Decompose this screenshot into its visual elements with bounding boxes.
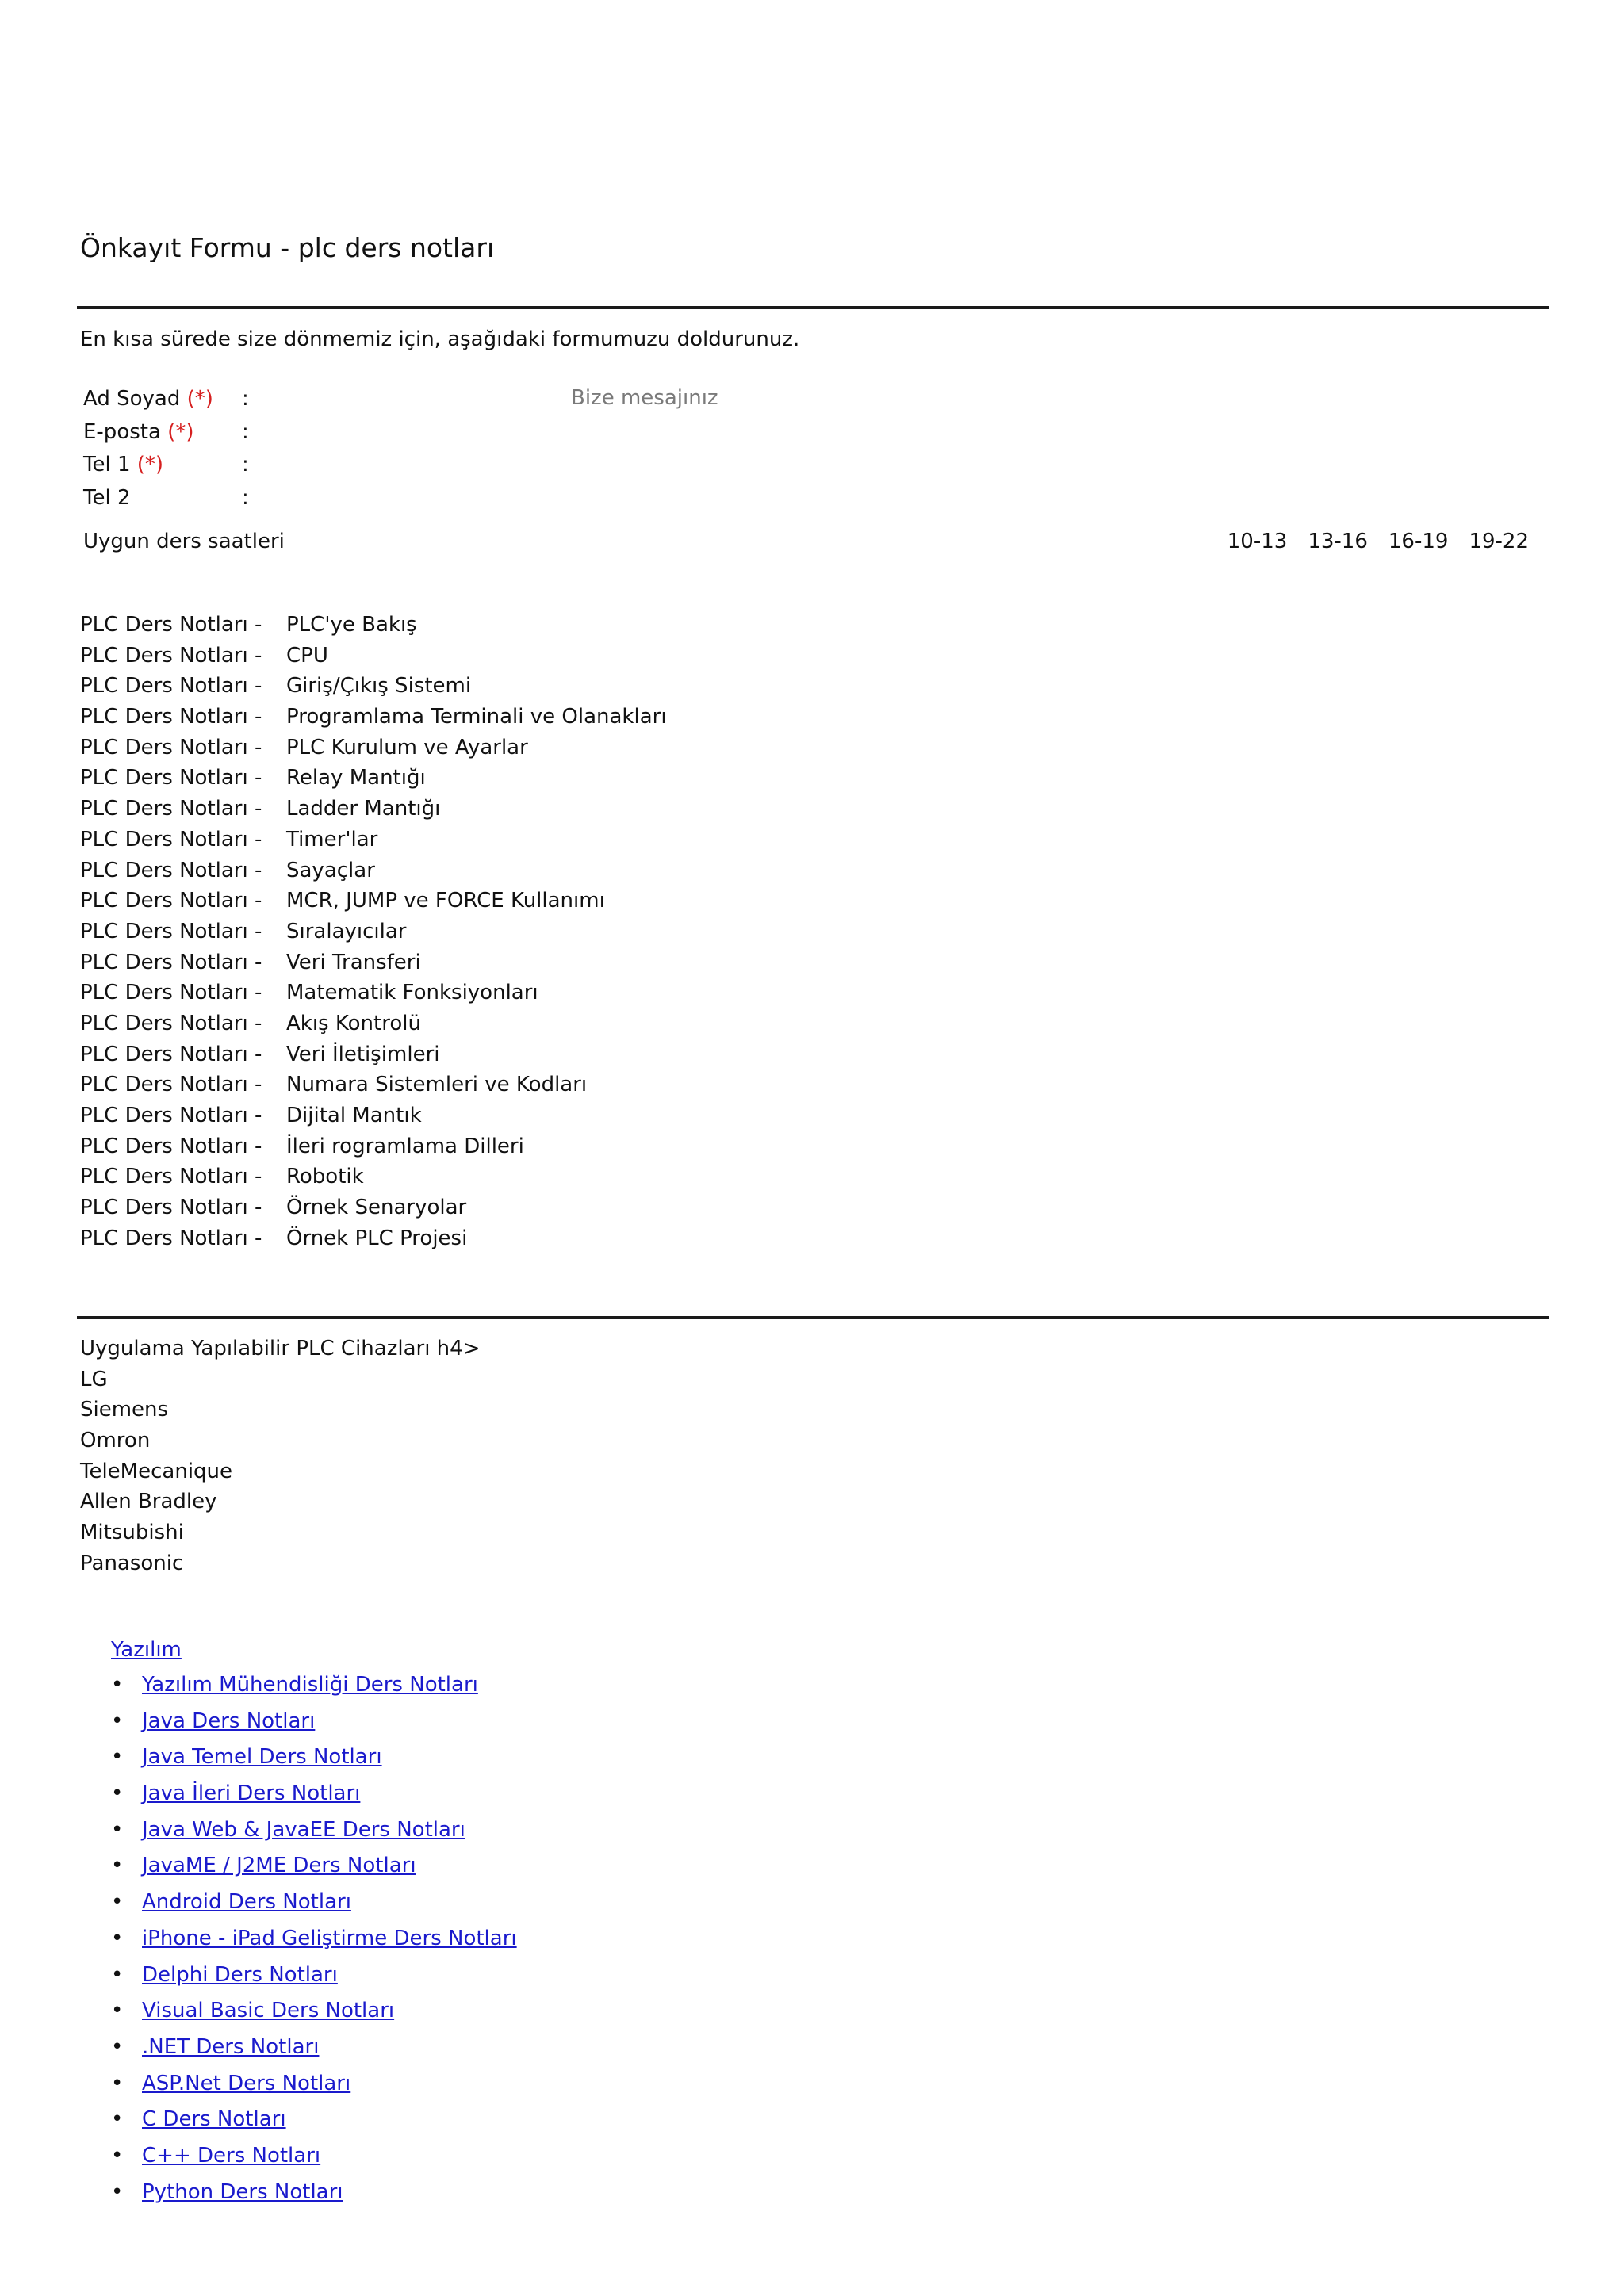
course-link[interactable]: Java İleri Ders Notları: [142, 1781, 361, 1806]
hours-option-19-22[interactable]: 19-22: [1469, 530, 1529, 553]
plc-note-prefix: PLC Ders Notları -: [80, 950, 262, 974]
bullet-icon: •: [111, 1926, 124, 1950]
plc-note-topic: Robotik: [286, 1165, 364, 1189]
bullet-icon: •: [111, 1781, 124, 1806]
plc-note-item: [80, 856, 667, 887]
form-row-tel2: [83, 484, 575, 517]
course-link[interactable]: ASP.Net Ders Notları: [142, 2071, 351, 2095]
course-link-item: [111, 1743, 517, 1779]
plc-note-item: [80, 948, 667, 979]
name-field[interactable]: [258, 386, 562, 413]
bullet-icon: •: [111, 1890, 124, 1915]
course-link-item: [111, 1851, 517, 1888]
plc-notes-list: [80, 610, 667, 1254]
plc-note-topic: Dijital Mantık: [286, 1104, 422, 1127]
plc-note-topic: MCR, JUMP ve FORCE Kullanımı: [286, 889, 605, 913]
course-link[interactable]: Java Ders Notları: [142, 1709, 316, 1733]
plc-note-topic: Veri İletişimleri: [286, 1042, 440, 1066]
plc-note-prefix: PLC Ders Notları -: [80, 858, 262, 882]
label-colon: :: [242, 485, 249, 510]
plc-note-topic: Sıralayıcılar: [286, 919, 407, 943]
form-row-email: [83, 418, 575, 451]
required-marker: (*): [160, 419, 194, 444]
plc-note-item: [80, 794, 667, 825]
plc-note-item: [80, 1224, 667, 1255]
label-colon: :: [242, 387, 249, 411]
top-divider: [77, 306, 1549, 309]
course-link[interactable]: Delphi Ders Notları: [142, 1962, 338, 1987]
course-link-item: [111, 1779, 517, 1816]
course-link-item: [111, 1888, 517, 1924]
plc-note-prefix: PLC Ders Notları -: [80, 1134, 262, 1158]
plc-note-topic: Örnek Senaryolar: [286, 1196, 467, 1220]
course-link-item: [111, 1961, 517, 1997]
plc-note-prefix: PLC Ders Notları -: [80, 889, 262, 913]
software-links-section: [111, 1636, 517, 2214]
category-link-yazilim[interactable]: Yazılım: [111, 1638, 182, 1662]
bullet-icon: •: [111, 1817, 124, 1842]
required-marker: (*): [180, 387, 213, 411]
device-item: Siemens: [80, 1398, 169, 1422]
plc-note-item: [80, 733, 667, 764]
plc-note-item: [80, 672, 667, 702]
label-colon: :: [242, 453, 249, 476]
contact-form: [83, 385, 575, 516]
hours-option-10-13[interactable]: 10-13: [1227, 530, 1288, 553]
bullet-icon: •: [111, 1999, 124, 2023]
device-item: Allen Bradley: [80, 1490, 217, 1514]
plc-note-topic: Programlama Terminali ve Olanakları: [286, 705, 667, 729]
plc-note-topic: Relay Mantığı: [286, 766, 426, 790]
plc-note-topic: Akış Kontrolü: [286, 1011, 421, 1035]
hours-option-13-16[interactable]: 13-16: [1308, 530, 1368, 553]
course-link[interactable]: .NET Ders Notları: [142, 2034, 320, 2059]
bullet-icon: •: [111, 2179, 124, 2204]
plc-note-prefix: PLC Ders Notları -: [80, 1226, 262, 1250]
plc-note-prefix: PLC Ders Notları -: [80, 981, 262, 1005]
plc-note-item: [80, 1132, 667, 1163]
plc-note-topic: PLC'ye Bakış: [286, 613, 417, 637]
email-label: E-posta: [83, 419, 161, 444]
course-link[interactable]: Yazılım Mühendisliği Ders Notları: [142, 1673, 478, 1697]
plc-note-item: [80, 641, 667, 672]
plc-note-topic: PLC Kurulum ve Ayarlar: [286, 735, 528, 760]
devices-list: [80, 1365, 481, 1580]
course-link[interactable]: Python Ders Notları: [142, 2179, 343, 2204]
plc-note-prefix: PLC Ders Notları -: [80, 1073, 262, 1097]
device-item: TeleMecanique: [80, 1459, 233, 1483]
bullet-icon: •: [111, 2071, 124, 2095]
plc-note-prefix: PLC Ders Notları -: [80, 1196, 262, 1220]
plc-note-topic: Matematik Fonksiyonları: [286, 981, 538, 1005]
plc-note-item: [80, 1040, 667, 1071]
device-item: LG: [80, 1367, 108, 1391]
tel1-label: Tel 1: [83, 453, 131, 476]
plc-devices-section: [80, 1334, 481, 1580]
label-colon: :: [242, 419, 249, 444]
required-marker: (*): [130, 453, 164, 476]
intro-text: En kısa sürede size dönmemiz için, aşağıdaki formumuzu doldurunuz.: [80, 327, 800, 351]
plc-note-topic: Timer'lar: [286, 827, 378, 851]
course-link-item: [111, 1996, 517, 2033]
plc-note-prefix: PLC Ders Notları -: [80, 1011, 262, 1035]
course-links-list: [111, 1670, 517, 2214]
course-link[interactable]: C++ Ders Notları: [142, 2143, 321, 2168]
plc-note-item: [80, 825, 667, 856]
bullet-icon: •: [111, 1854, 124, 1878]
plc-note-topic: Numara Sistemleri ve Kodları: [286, 1073, 588, 1097]
plc-note-item: [80, 1009, 667, 1040]
device-item: Panasonic: [80, 1551, 184, 1575]
tel2-field[interactable]: [258, 485, 562, 512]
course-link[interactable]: Java Web & JavaEE Ders Notları: [142, 1817, 465, 1842]
plc-note-prefix: PLC Ders Notları -: [80, 643, 262, 668]
plc-note-item: [80, 702, 667, 733]
device-item: Mitsubishi: [80, 1521, 184, 1545]
course-link-item: [111, 2105, 517, 2141]
plc-note-topic: Veri Transferi: [286, 950, 421, 974]
device-item: Omron: [80, 1429, 151, 1453]
message-textarea[interactable]: [571, 384, 1126, 503]
plc-note-prefix: PLC Ders Notları -: [80, 674, 262, 698]
plc-note-item: [80, 917, 667, 948]
plc-note-prefix: PLC Ders Notları -: [80, 613, 262, 637]
bullet-icon: •: [111, 2143, 124, 2168]
bullet-icon: •: [111, 1709, 124, 1733]
plc-note-item: [80, 978, 667, 1009]
tel1-field[interactable]: [258, 452, 562, 479]
course-link[interactable]: JavaME / J2ME Ders Notları: [142, 1854, 416, 1878]
course-link[interactable]: iPhone - iPad Geliştirme Ders Notları: [142, 1926, 517, 1950]
course-link[interactable]: C Ders Notları: [142, 2107, 286, 2132]
plc-note-prefix: PLC Ders Notları -: [80, 827, 262, 851]
plc-note-prefix: PLC Ders Notları -: [80, 1104, 262, 1127]
course-link[interactable]: Java Temel Ders Notları: [142, 1745, 382, 1770]
course-link-item: [111, 2069, 517, 2106]
plc-note-prefix: PLC Ders Notları -: [80, 797, 262, 821]
plc-note-item: [80, 1070, 667, 1101]
plc-note-topic: İleri rogramlama Dilleri: [286, 1134, 524, 1158]
course-link-item: [111, 1924, 517, 1961]
plc-note-topic: Örnek PLC Projesi: [286, 1226, 468, 1250]
devices-heading: Uygulama Yapılabilir PLC Cihazları h4>: [80, 1337, 481, 1360]
course-link-item: [111, 1816, 517, 1852]
page-title: Önkayıt Formu - plc ders notları: [80, 232, 495, 263]
name-label: Ad Soyad: [83, 387, 181, 411]
plc-note-prefix: PLC Ders Notları -: [80, 766, 262, 790]
course-link-item: [111, 2033, 517, 2069]
middle-divider: [77, 1316, 1549, 1319]
plc-note-item: [80, 1162, 667, 1193]
tel2-label: Tel 2: [83, 485, 131, 510]
bullet-icon: •: [111, 1745, 124, 1770]
plc-note-item: [80, 1193, 667, 1224]
lesson-hours-label: Uygun ders saatleri: [83, 530, 285, 553]
course-link-item: [111, 2178, 517, 2214]
plc-note-item: [80, 610, 667, 641]
course-link-item: [111, 2141, 517, 2178]
bullet-icon: •: [111, 1673, 124, 1697]
plc-note-topic: Ladder Mantığı: [286, 797, 441, 821]
course-link[interactable]: Visual Basic Ders Notları: [142, 1999, 395, 2023]
plc-note-topic: CPU: [286, 643, 328, 668]
plc-note-topic: Sayaçlar: [286, 858, 375, 882]
hours-option-16-19[interactable]: 16-19: [1388, 530, 1449, 553]
course-link[interactable]: Android Ders Notları: [142, 1890, 351, 1915]
plc-note-item: [80, 886, 667, 917]
plc-note-prefix: PLC Ders Notları -: [80, 705, 262, 729]
plc-note-prefix: PLC Ders Notları -: [80, 735, 262, 760]
bullet-icon: •: [111, 2034, 124, 2059]
bullet-icon: •: [111, 2107, 124, 2132]
plc-note-item: [80, 763, 667, 794]
form-row-tel1: [83, 450, 575, 484]
bullet-icon: •: [111, 1962, 124, 1987]
course-link-item: [111, 1670, 517, 1707]
plc-note-prefix: PLC Ders Notları -: [80, 919, 262, 943]
lesson-hours-options: [1228, 527, 1529, 556]
plc-note-prefix: PLC Ders Notları -: [80, 1042, 262, 1066]
plc-note-item: [80, 1101, 667, 1132]
email-field[interactable]: [258, 419, 562, 446]
plc-note-topic: Giriş/Çıkış Sistemi: [286, 674, 472, 698]
form-row-name: [83, 385, 575, 418]
plc-note-prefix: PLC Ders Notları -: [80, 1165, 262, 1189]
course-link-item: [111, 1707, 517, 1743]
